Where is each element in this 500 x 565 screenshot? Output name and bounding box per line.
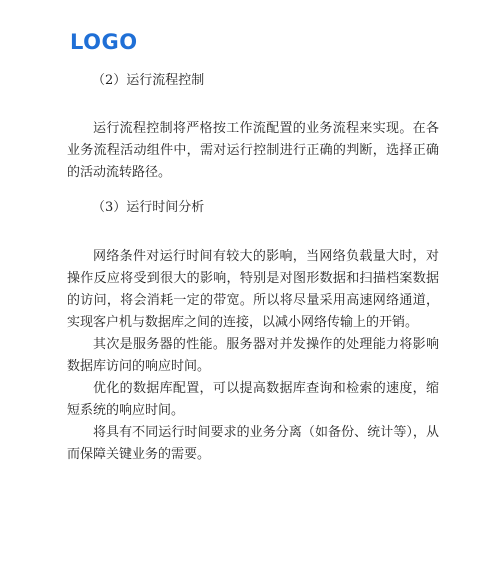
paragraph-server-performance: 其次是服务器的性能。服务器对并发操作的处理能力将影响数据库访问的响应时间。 <box>67 337 439 374</box>
paragraph-network-conditions: 网络条件对运行时间有较大的影响，当网络负载量大时，对操作反应将受到很大的影响，特别是对图形数据和扫描档案数据的访问，将会消耗一定的带宽。所以将尽量采用高速网络通道，实现客户机与数据库之间的连接，以减小网络传输上的开销。 <box>67 249 439 330</box>
section-heading-flow-control: （2）运行流程控制 <box>92 73 205 88</box>
section-heading-runtime-analysis: （3）运行时间分析 <box>92 200 205 215</box>
document-body <box>67 70 439 466</box>
paragraph-database-config: 优化的数据库配置，可以提高数据库查询和检索的速度，缩短系统的响应时间。 <box>67 381 439 418</box>
paragraph-business-separation: 将具有不同运行时间要求的业务分离（如备份、统计等），从而保障关键业务的需要。 <box>67 425 439 462</box>
logo: LOGO <box>70 30 138 54</box>
paragraph-flow-control: 运行流程控制将严格按工作流配置的业务流程来实现。在各业务流程活动组件中，需对运行控制进行正确的判断，选择正确的活动流转路径。 <box>67 121 439 180</box>
